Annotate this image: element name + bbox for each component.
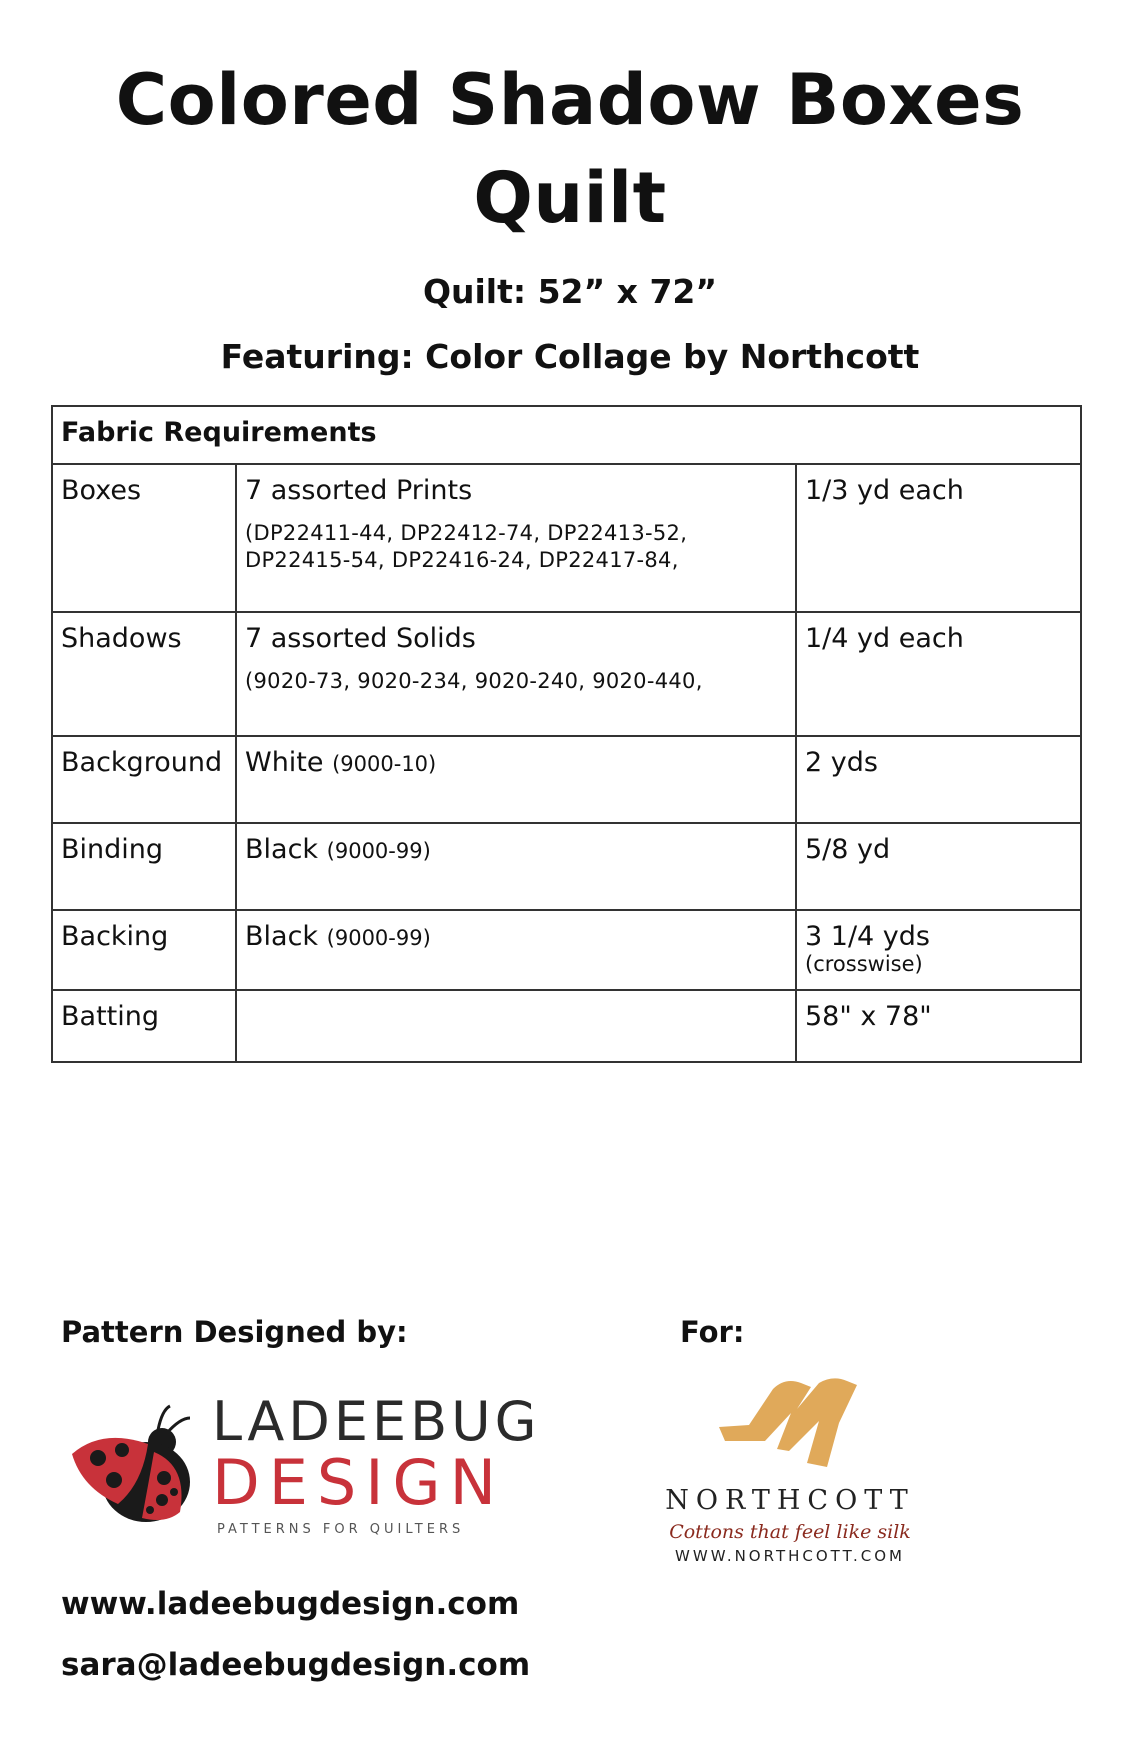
ladeebug-tagline: PATTERNS FOR QUILTERS xyxy=(217,1522,465,1537)
website-link[interactable]: www.ladeebugdesign.com xyxy=(61,1586,520,1622)
table-row-batting xyxy=(52,990,1081,1062)
for-label: For: xyxy=(680,1315,745,1349)
table-row-background xyxy=(52,736,1081,823)
title-line-1: Colored Shadow Boxes xyxy=(115,59,1025,141)
fabric-name: 7 assorted Solids xyxy=(245,623,476,654)
ladeebug-logo xyxy=(62,1390,541,1550)
part-cell: Binding xyxy=(52,823,236,910)
amount-cell: 2 yds xyxy=(796,736,1081,823)
featuring-line: Featuring: Color Collage by Northcott xyxy=(220,337,920,376)
amount-cell: 1/4 yd each xyxy=(796,612,1081,736)
fabric-codes: (9000-99) xyxy=(326,926,431,950)
amount-cell: 58" x 78" xyxy=(796,990,1081,1062)
fabric-codes: (DP22411-44, DP22412-74, DP22413-52, DP22415-54, DP22416-24, DP22417-84, xyxy=(245,521,688,572)
table-header-row xyxy=(52,406,1081,464)
amount-cell xyxy=(796,910,1081,990)
ladeebug-wordmark: LADEEBUG xyxy=(212,1390,541,1453)
table-row-backing xyxy=(52,910,1081,990)
part-cell: Backing xyxy=(52,910,236,990)
fabric-cell xyxy=(236,990,796,1062)
fabric-cell xyxy=(236,823,796,910)
northcott-tagline: Cottons that feel like silk xyxy=(669,1521,911,1543)
fabric-cell xyxy=(236,736,796,823)
fabric-codes: (9000-10) xyxy=(332,752,437,776)
fabric-name: Black xyxy=(245,921,319,952)
fabric-cell xyxy=(236,910,796,990)
email-link[interactable]: sara@ladeebugdesign.com xyxy=(61,1647,531,1683)
northcott-url: WWW.NORTHCOTT.COM xyxy=(675,1547,905,1565)
northcott-wordmark: NORTHCOTT xyxy=(665,1485,915,1516)
title-line-2: Quilt xyxy=(473,157,667,239)
fabric-name: White xyxy=(245,747,324,778)
fabric-codes: (9020-73, 9020-234, 9020-240, 9020-440, xyxy=(245,669,703,693)
fabric-codes: (9000-99) xyxy=(326,839,431,863)
amount-cell: 5/8 yd xyxy=(796,823,1081,910)
part-cell: Batting xyxy=(52,990,236,1062)
part-cell: Shadows xyxy=(52,612,236,736)
table-row-boxes xyxy=(52,464,1081,612)
amount-value: 3 1/4 yds xyxy=(805,921,930,952)
northcott-logo xyxy=(660,1375,920,1565)
amount-note: (crosswise) xyxy=(805,952,923,976)
amount-cell: 1/3 yd each xyxy=(796,464,1081,612)
fabric-cell xyxy=(236,612,796,736)
fabric-requirements-table xyxy=(51,405,1082,1063)
fabric-name: 7 assorted Prints xyxy=(245,475,473,506)
design-wordmark: DESIGN xyxy=(212,1446,505,1519)
part-cell: Boxes xyxy=(52,464,236,612)
northcott-n-icon xyxy=(715,1375,865,1475)
table-heading: Fabric Requirements xyxy=(52,406,1081,464)
quilt-size: Quilt: 52” x 72” xyxy=(422,272,718,311)
table-row-binding xyxy=(52,823,1081,910)
part-cell: Background xyxy=(52,736,236,823)
fabric-name: Black xyxy=(245,834,319,865)
fabric-cell xyxy=(236,464,796,612)
ladybug-icon xyxy=(62,1400,202,1540)
table-row-shadows xyxy=(52,612,1081,736)
designer-label: Pattern Designed by: xyxy=(61,1315,408,1349)
